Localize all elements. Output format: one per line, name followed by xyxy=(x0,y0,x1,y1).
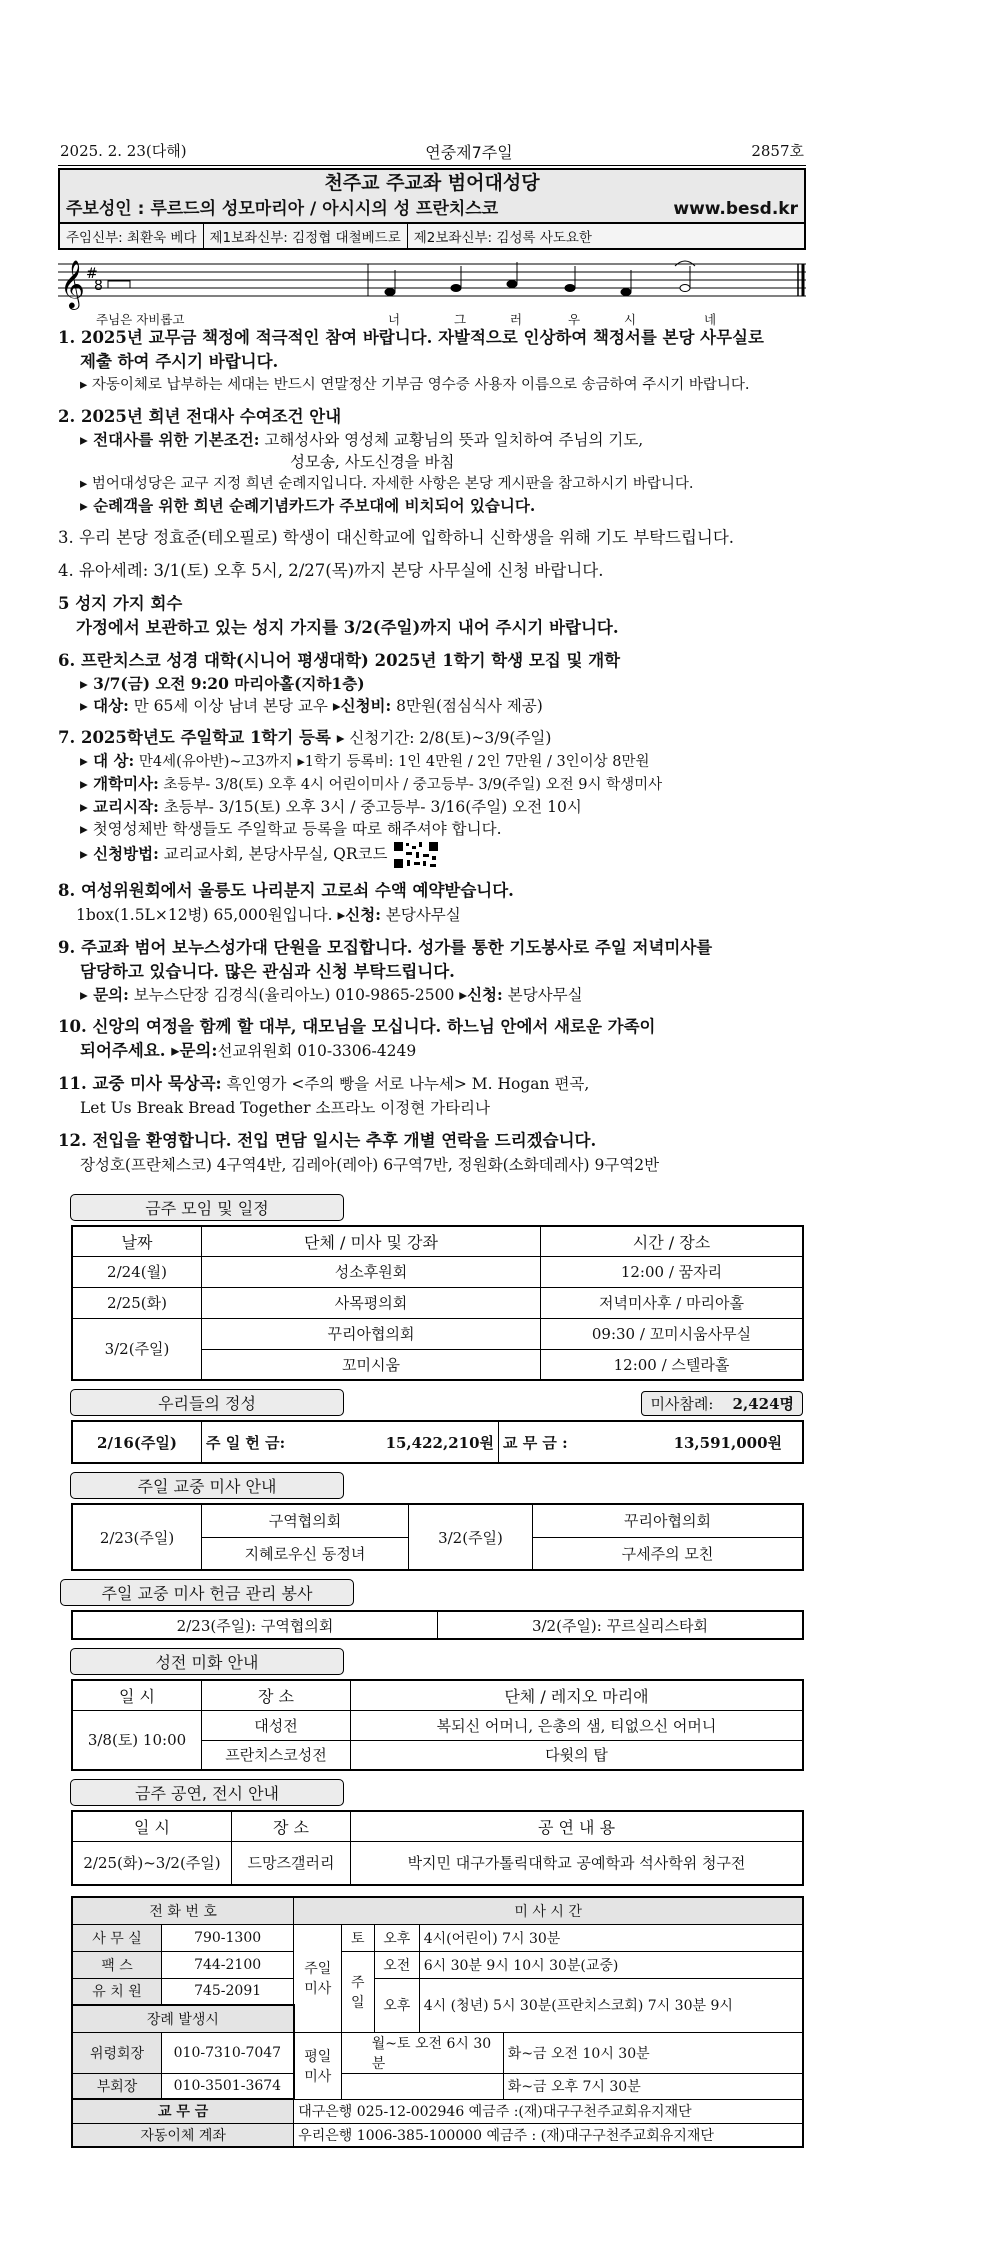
notice-6-title: 6. 프란치스코 성경 대학(시니어 평생대학) 2025년 1학기 학생 모집 및 개학 xyxy=(58,651,621,670)
col-date: 날짜 xyxy=(72,1226,202,1256)
cell: 오전 xyxy=(374,1951,419,1978)
table-row xyxy=(72,1897,803,1924)
notice-10-title-2: 되어주세요. xyxy=(80,1041,172,1060)
cell: 오후 xyxy=(374,1924,419,1951)
notice-6-target-label: ▸ 대상: xyxy=(80,696,129,715)
sunday-mass-title: 주일 교중 미사 안내 xyxy=(70,1472,344,1499)
notice-9-title-2: 담당하고 있습니다. 많은 관심과 신청 부탁드립니다. xyxy=(80,962,455,981)
notice-11-title: 11. 교중 미사 묵상곡: xyxy=(58,1074,222,1093)
notice-10-contact-label: ▸문의: xyxy=(171,1041,218,1060)
table-row xyxy=(72,1504,803,1537)
notice-9 xyxy=(58,936,806,1006)
cell: 복되신 어머니, 은총의 샘, 티없으신 어머니 xyxy=(351,1710,804,1740)
table-row xyxy=(72,2032,803,2073)
sunday-offering: 15,422,210원 xyxy=(300,1421,499,1463)
assistant-2: 제2보좌신부: 김성록 사도요한 xyxy=(413,230,592,246)
patron-saints: 주보성인 : 루르드의 성모마리아 / 아시시의 성 프란치스코 xyxy=(66,199,499,219)
notice-7-s4: ▸ 첫영성체반 학생들도 주일학교 등록을 따로 해주셔야 합니다. xyxy=(80,820,502,838)
table-row xyxy=(72,1421,803,1463)
cell: 3/2(주일) xyxy=(72,1318,202,1380)
cell: 공 연 내 용 xyxy=(351,1811,804,1841)
table-header xyxy=(72,1811,803,1841)
cell: 대성전 xyxy=(202,1710,351,1740)
cell: 주일 xyxy=(341,1951,374,2032)
notice-2-title: 2. 2025년 희년 전대사 수여조건 안내 xyxy=(58,407,342,426)
notice-9-contact-label: ▸ 문의: xyxy=(80,985,129,1004)
notice-4: 4. 유아세례: 3/1(토) 오후 5시, 2/27(목)까지 본당 사무실에 신청 바랍니다. xyxy=(58,561,604,580)
notice-7-s1: 만4세(유아반)~고3까지 ▸1학기 등록비: 1인 4만원 / 2인 7만원 / 3인이상 8만원 xyxy=(134,754,650,770)
notice-7-s5: 교리교사회, 본당사무실, QR코드 xyxy=(158,845,388,863)
cell: 위령회장 xyxy=(72,2032,162,2073)
cell: 유 치 원 xyxy=(72,1978,162,2005)
lyric-0: 주님은 자비롭고 xyxy=(96,312,185,327)
cell: 부회장 xyxy=(72,2073,162,2099)
table-header xyxy=(72,1680,803,1710)
cell: 주일미사 xyxy=(294,1924,342,2032)
cell: 사목평의회 xyxy=(202,1287,541,1318)
fax-number: 744-2100 xyxy=(162,1951,294,1978)
breve-note xyxy=(108,281,130,288)
offering-mgmt-table xyxy=(71,1610,804,1640)
cell: 일 시 xyxy=(72,1680,202,1710)
cell: 3/8(토) 10:00 xyxy=(72,1710,202,1770)
cell: 2/23(주일): 구역협의회 xyxy=(72,1611,438,1639)
bank-account-2: 우리은행 1006-385-100000 예금주 : (재)대구구천주교회유지재단 xyxy=(294,2123,803,2147)
funeral-phone-2[interactable]: 010-3501-3674 xyxy=(162,2073,294,2099)
notices xyxy=(58,326,806,1177)
notice-9-apply: 본당사무실 xyxy=(502,986,583,1004)
contact-mass-table xyxy=(71,1896,804,2148)
notice-5-title: 5 성지 가지 회수 xyxy=(58,594,183,613)
qr-code-icon[interactable] xyxy=(392,840,440,870)
staff-notation xyxy=(58,256,806,312)
notice-8 xyxy=(58,879,806,927)
notice-7-s2-label: ▸ 개학미사: xyxy=(80,774,159,793)
title-box xyxy=(58,168,806,224)
cell: 2/25(화) xyxy=(72,1287,202,1318)
offering-title: 우리들의 정성 xyxy=(70,1389,344,1416)
cell: 꾸리아협의회 xyxy=(202,1318,541,1349)
table-row xyxy=(72,2073,803,2099)
lyric-6: 네 xyxy=(704,312,717,327)
cell: 박지민 대구가톨릭대학교 공예학과 석사학위 청구전 xyxy=(351,1841,804,1885)
offering-mgmt-title: 주일 교중 미사 헌금 관리 봉사 xyxy=(60,1579,354,1606)
music-staff xyxy=(58,256,806,327)
church-name: 천주교 주교좌 범어대성당 xyxy=(324,172,540,194)
bank-account-1: 대구은행 025-12-002946 예금주 :(재)대구구천주교회유지재단 xyxy=(294,2099,803,2123)
table-row xyxy=(72,1978,803,2005)
notice-6-fee: 8만원(점심식사 제공) xyxy=(391,697,543,715)
notice-7-s3-label: ▸ 교리시작: xyxy=(80,797,159,816)
notice-7-s3: 초등부- 3/15(토) 오후 3시 / 중고등부- 3/16(주일) 오전 10시 xyxy=(158,798,582,816)
notice-7-period: ▸ 신청기간: 2/8(토)~3/9(주일) xyxy=(336,729,552,747)
notice-10-title: 10. 신앙의 여정을 함께 할 대부, 대모님을 모십니다. 하느님 안에서 새로운 가족이 xyxy=(58,1017,656,1036)
table-row xyxy=(72,1611,803,1639)
treble-clef-icon: 𝄞 xyxy=(60,259,85,308)
sunday-offering-label: 주 일 헌 금: xyxy=(202,1421,301,1463)
col-time: 시간 / 장소 xyxy=(541,1226,804,1256)
clergy-row xyxy=(58,224,806,250)
offering-table xyxy=(71,1420,804,1464)
cell: 6시 30분 9시 10시 30분(교중) xyxy=(419,1951,803,1978)
cell: 팩 스 xyxy=(72,1951,162,1978)
cell: 꾸리아협의회 xyxy=(533,1504,804,1537)
attendance-label: 미사참례: xyxy=(650,1395,714,1413)
cell: 2/24(월) xyxy=(72,1256,202,1287)
dues-value: 13,591,000원 xyxy=(587,1421,803,1463)
attendance-box xyxy=(641,1391,803,1416)
cell: 09:30 / 꼬미시움사무실 xyxy=(541,1318,804,1349)
table-row xyxy=(72,1318,803,1349)
weekly-table xyxy=(71,1225,804,1381)
notice-7-s2: 초등부- 3/8(토) 오후 4시 어린이미사 / 중고등부- 3/9(주일) 오전 9시 학생미사 xyxy=(158,777,663,793)
phone-title: 전 화 번 호 xyxy=(72,1897,294,1924)
tithe-label: 교 무 금 xyxy=(72,2099,294,2123)
lyric-2: 그 xyxy=(454,312,467,327)
svg-text:#: # xyxy=(86,266,98,282)
cell: 화~금 오후 7시 30분 xyxy=(503,2073,803,2099)
cell: 12:00 / 꿈자리 xyxy=(541,1256,804,1287)
cell: 3/2(주일) xyxy=(409,1504,533,1570)
notice-2-sub1b: 성모송, 사도신경을 바침 xyxy=(290,453,455,471)
cell: 평일미사 xyxy=(294,2032,342,2099)
cell: 오후 xyxy=(374,1978,419,2032)
notice-7-s1-label: ▸ 대 상: xyxy=(80,751,135,770)
cell: 장 소 xyxy=(202,1680,351,1710)
notice-11-performer: Let Us Break Bread Together 소프라노 이정현 가타리나 xyxy=(80,1099,491,1117)
notice-2-sub2: ▸ 범어대성당은 교구 지정 희년 순례지입니다. 자세한 사항은 본당 게시판을 참고하시기 바랍니다. xyxy=(80,476,694,492)
website[interactable]: www.besd.kr xyxy=(673,199,798,219)
notice-1 xyxy=(58,326,806,396)
cell: 성소후원회 xyxy=(202,1256,541,1287)
notice-1-title: 1. 2025년 교무금 책정에 적극적인 참여 바랍니다. 자발적으로 인상하여 책정서를 본당 사무실로 xyxy=(58,328,764,347)
cell: 토 xyxy=(341,1924,374,1951)
svg-text:8: 8 xyxy=(94,278,103,294)
notice-3: 3. 우리 본당 정효준(테오필로) 학생이 대신학교에 입학하니 신학생을 위해 기도 부탁드립니다. xyxy=(58,528,735,547)
auto-transfer-label: 자동이체 계좌 xyxy=(72,2123,294,2147)
pastor: 주임신부: 최환욱 베다 xyxy=(60,224,204,248)
notice-1-title-2: 제출 하여 주시기 바랍니다. xyxy=(80,352,279,371)
cell: 지혜로우신 동정녀 xyxy=(202,1537,409,1570)
cell: 장 소 xyxy=(232,1811,351,1841)
notice-11-song: 흑인영가 <주의 빵을 서로 나누세> M. Hogan 편곡, xyxy=(221,1075,590,1093)
notice-5-sub: 가정에서 보관하고 있는 성지 가지를 3/2(주일)까지 내어 주시기 바랍니다. xyxy=(76,618,619,637)
col-group: 단체 / 미사 및 강좌 xyxy=(202,1226,541,1256)
notice-2-sub1: 고해성사와 영성체 교황님의 뜻과 일치하여 주님의 기도, xyxy=(259,431,644,449)
cell: 2/25(화)~3/2(주일) xyxy=(72,1841,232,1885)
offering-date: 2/16(주일) xyxy=(72,1421,202,1463)
cell: 저녁미사후 / 마리아홀 xyxy=(541,1287,804,1318)
notice-2 xyxy=(58,405,806,517)
perform-title: 금주 공연, 전시 안내 xyxy=(70,1779,344,1806)
beautify-title: 성전 미화 안내 xyxy=(70,1648,344,1675)
cell: 구세주의 모친 xyxy=(533,1537,804,1570)
notice-9-title: 9. 주교좌 범어 보누스성가대 단원을 모집합니다. 성가를 통한 기도봉사로 주일 저녁미사를 xyxy=(58,938,713,957)
notice-8-title: 8. 여성위원회에서 울릉도 나리분지 고로쇠 수액 예약받습니다. xyxy=(58,881,514,900)
notice-8-apply-label: ▸신청: xyxy=(337,905,381,924)
notice-1-sub: ▸ 자동이체로 납부하는 세대는 반드시 연말정산 기부금 영수증 사용자 이름으로 송금하여 주시기 바랍니다. xyxy=(80,377,750,393)
notice-10 xyxy=(58,1015,806,1063)
notice-10-contact: 선교위원회 010-3306-4249 xyxy=(217,1042,417,1060)
lyric-5: 시 xyxy=(624,312,637,327)
lyric-1: 너 xyxy=(388,312,401,327)
notice-6-fee-label: ▸신청비: xyxy=(332,696,392,715)
cell: 단체 / 레지오 마리애 xyxy=(351,1680,804,1710)
liturgical-season: 연중제7주일 xyxy=(425,143,513,162)
office-phone[interactable]: 790-1300 xyxy=(162,1924,294,1951)
cell: 일 시 xyxy=(72,1811,232,1841)
cell: 사 무 실 xyxy=(72,1924,162,1951)
cell: 4시 (청년) 5시 30분(프란치스코회) 7시 30분 9시 xyxy=(419,1978,803,2032)
notice-6 xyxy=(58,649,806,717)
cell: 구역협의회 xyxy=(202,1504,409,1537)
notice-5 xyxy=(58,592,806,640)
notice-6-target: 만 65세 이상 남녀 본당 교우 xyxy=(128,697,333,715)
cell: 드망즈갤러리 xyxy=(232,1841,351,1885)
notice-6-sub1: ▸ 3/7(금) 오전 9:20 마리아홀(지하1층) xyxy=(80,674,365,693)
lyric-3: 러 xyxy=(510,312,523,327)
notice-9-apply-label: ▸신청: xyxy=(459,985,503,1004)
sunday-mass-table xyxy=(71,1503,804,1571)
lyric-4: 우 xyxy=(568,312,581,327)
table-row xyxy=(72,1287,803,1318)
cell: 꼬미시움 xyxy=(202,1349,541,1380)
funeral-phone-1[interactable]: 010-7310-7047 xyxy=(162,2032,294,2073)
attendance-value: 2,424명 xyxy=(732,1395,794,1413)
table-row xyxy=(72,1841,803,1885)
table-row xyxy=(72,2099,803,2123)
notice-7 xyxy=(58,726,806,870)
notice-2-label: ▸ 전대사를 위한 기본조건: xyxy=(80,430,260,449)
mass-title: 미 사 시 간 xyxy=(294,1897,803,1924)
cell: 4시(어린이) 7시 30분 xyxy=(419,1924,803,1951)
funeral-title: 장례 발생시 xyxy=(72,2005,294,2032)
bulletin-date: 2025. 2. 23(다해) xyxy=(60,142,187,160)
cell: 다윗의 탑 xyxy=(351,1740,804,1770)
notice-8-apply: 본당사무실 xyxy=(380,906,461,924)
notice-7-title: 7. 2025학년도 주일학교 1학기 등록 xyxy=(58,728,337,747)
cell: 월~토 오전 6시 30분 xyxy=(341,2032,503,2073)
perform-table xyxy=(71,1810,804,1886)
issue-number: 2857호 xyxy=(751,142,804,160)
table-row xyxy=(72,2123,803,2147)
notice-2-sub3: ▸ 순례객을 위한 희년 순례기념카드가 주보대에 비치되어 있습니다. xyxy=(80,496,536,515)
notice-11 xyxy=(58,1072,806,1120)
table-header xyxy=(72,1226,803,1256)
beautify-table xyxy=(71,1679,804,1771)
patron-line xyxy=(60,196,804,222)
notice-12-title: 12. 전입을 환영합니다. 전입 면담 일시는 추후 개별 연락을 드리겠습니다. xyxy=(58,1131,597,1150)
bulletin-header xyxy=(58,140,806,166)
cell: 화~금 오전 10시 30분 xyxy=(503,2032,803,2073)
weekly-title: 금주 모임 및 일정 xyxy=(70,1194,344,1221)
table-row xyxy=(72,1256,803,1287)
notice-7-s5-label: ▸ 신청방법: xyxy=(80,844,159,863)
table-row xyxy=(72,1951,803,1978)
table-row xyxy=(72,1924,803,1951)
cell: 3/2(주일): 꾸르실리스타회 xyxy=(438,1611,804,1639)
table-row xyxy=(72,1710,803,1740)
notice-12 xyxy=(58,1129,806,1177)
cell: 12:00 / 스텔라홀 xyxy=(541,1349,804,1380)
cell: 2/23(주일) xyxy=(72,1504,202,1570)
cell: 프란치스코성전 xyxy=(202,1740,351,1770)
notice-8-sub: 1box(1.5L×12병) 65,000원입니다. xyxy=(76,906,338,924)
notice-12-sub: 장성호(프란체스코) 4구역4반, 김레아(레아) 6구역7반, 정원화(소화데레사) 9구역2반 xyxy=(80,1156,660,1174)
kinder-phone[interactable]: 745-2091 xyxy=(162,1978,294,2005)
assistant-1: 제1보좌신부: 김정협 대철베드로 xyxy=(204,224,408,248)
dues-label: 교 무 금 : xyxy=(499,1421,588,1463)
notice-9-contact: 보누스단장 김경식(율리아노) 010-9865-2500 xyxy=(128,986,460,1004)
